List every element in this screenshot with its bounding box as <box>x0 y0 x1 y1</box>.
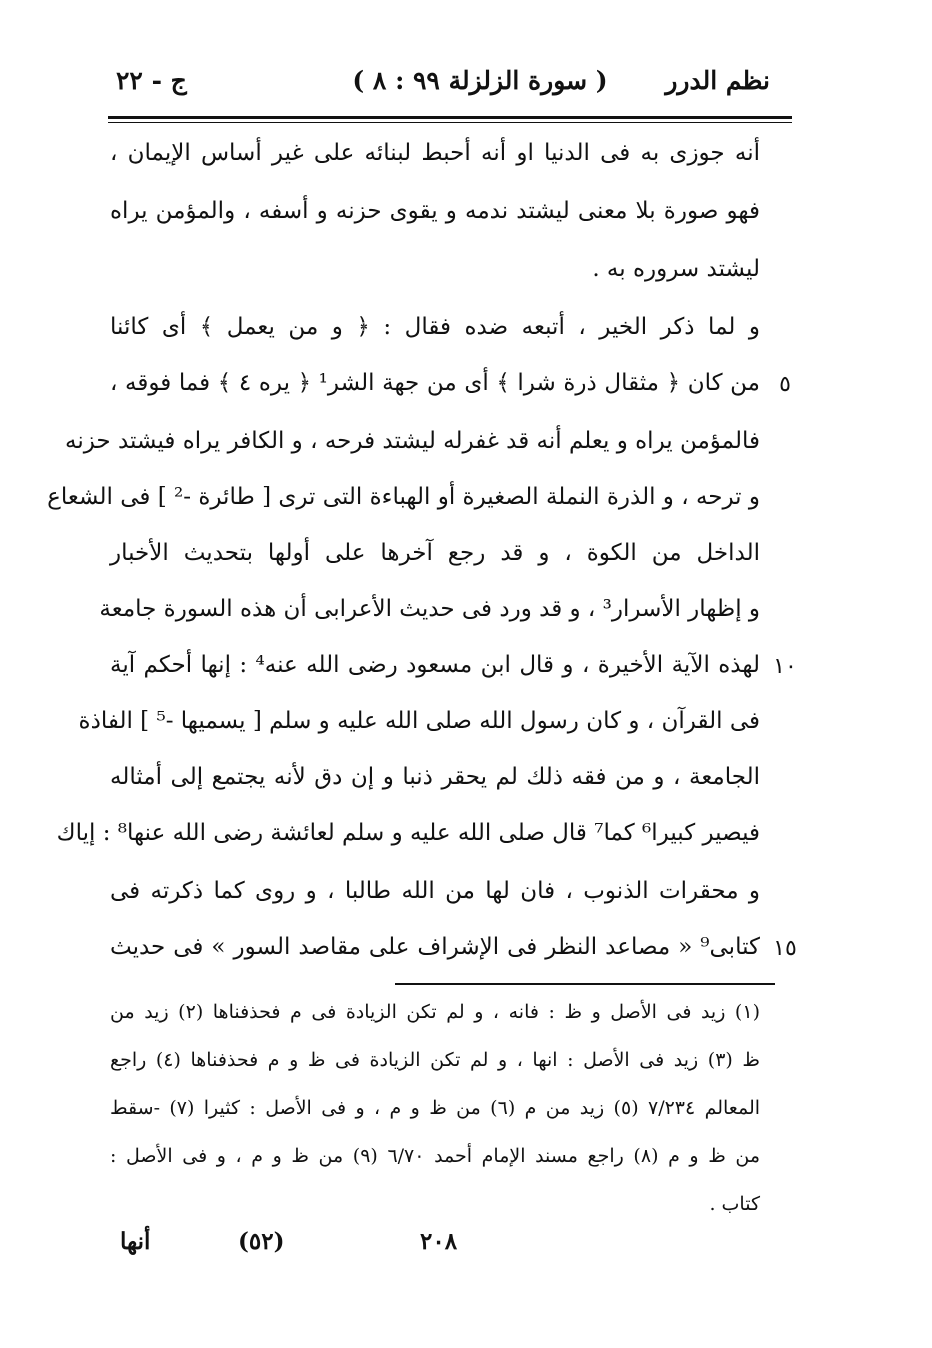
text-line: كتابى⁹ « مصاعد النظر فى الإشراف على مقاصد السور » فى حديث <box>110 934 760 960</box>
text-line: و ترحه ، و الذرة النملة الصغيرة أو الهباءة التى ترى [ طائرة -² ] فى الشعاع <box>47 484 760 510</box>
text-line: الجامعة ، و من فقه ذلك لم يحقر ذنبا و إن دق لأنه يجتمع إلى أمثاله <box>110 764 760 790</box>
footnote-line: المعالم ٧/٢٣٤ (٥) زيد من م (٦) من ظ و م ، و فى الأصل : كثيرا (٧) -سقط <box>110 1097 761 1119</box>
text-line: فالمؤمن يراه و يعلم أنه قد غفرله ليشتد فرحه ، و الكافر يراه فيشتد حزنه <box>65 428 760 454</box>
text-line: ليشتد سروره به . <box>592 256 760 282</box>
text-line: فى القرآن ، و كان رسول الله صلى الله عليه و سلم [ يسميها -⁵ ] الفاذة <box>78 708 760 734</box>
text-line: و إظهار الأسرار³ ، و قد ورد فى حديث الأعرابى أن هذه السورة جامعة <box>99 596 760 622</box>
text-line: من كان ﴿ مثقال ذرة شرا ﴾ أى من جهة الشر¹ ﴿ يره ٤ ﴾ فما فوقه ، <box>110 370 760 396</box>
volume-number: ج - ٢٢ <box>116 66 187 95</box>
text-line: فهو صورة بلا معنى ليشتد ندمه و يقوى حزنه و أسفه ، والمؤمن يراه <box>110 198 760 224</box>
page-number: ٢٠٨ <box>420 1228 458 1255</box>
text-line: و لما ذكر الخير ، أتبعه ضده فقال : ﴿ و من يعمل ﴾ أى كائنا <box>110 314 760 340</box>
footnote-line: من ظ و م (٨) راجع مسند الإمام أحمد ٦/٧٠ (٩) من ظ و م ، و فى الأصل : <box>110 1145 761 1167</box>
running-title: نظم الدرر <box>665 66 770 95</box>
footnote-line: (١) زيد فى الأصل و ظ : فانه ، و لم تكن الزيادة فى م فحذفناها (٢) زيد من <box>110 1001 760 1023</box>
text-line: الداخل من الكوة ، و قد رجع آخرها على أولها بتحديث الأخبار <box>110 540 760 566</box>
line-number: ١٠ <box>773 654 797 679</box>
surah-reference: ( سورة الزلزلة ٩٩ : ٨ ) <box>352 66 608 95</box>
header-rule <box>108 116 792 119</box>
line-number: ١٥ <box>773 936 797 961</box>
text-line: فيصير كبيرا⁶ كما⁷ قال صلى الله عليه و سلم لعائشة رضى الله عنها⁸ : إياك <box>56 820 760 846</box>
sheet-number: (٥٢) <box>238 1228 285 1255</box>
catchword: أنها <box>120 1228 151 1255</box>
text-line: لهذه الآية الأخيرة ، و قال ابن مسعود رضى الله عنه⁴ : إنها أحكم آية <box>110 652 760 678</box>
footnote-line: ظ (٣) زيد فى الأصل : انها ، و لم تكن الزيادة فى ظ و م فحذفناها (٤) راجع <box>110 1049 760 1071</box>
line-number: ٥ <box>779 372 791 397</box>
header-rule-thin <box>108 122 792 123</box>
footnote-rule <box>395 983 775 985</box>
footnote-line: كتاب . <box>709 1193 760 1215</box>
text-line: أنه جوزى به فى الدنيا او أنه أحبط لبنائه على غير أساس الإيمان ، <box>110 140 760 166</box>
text-line: و محقرات الذنوب ، فان لها من الله طالبا ، و روى كما ذكرته فى <box>110 878 760 904</box>
page-header <box>110 60 770 104</box>
